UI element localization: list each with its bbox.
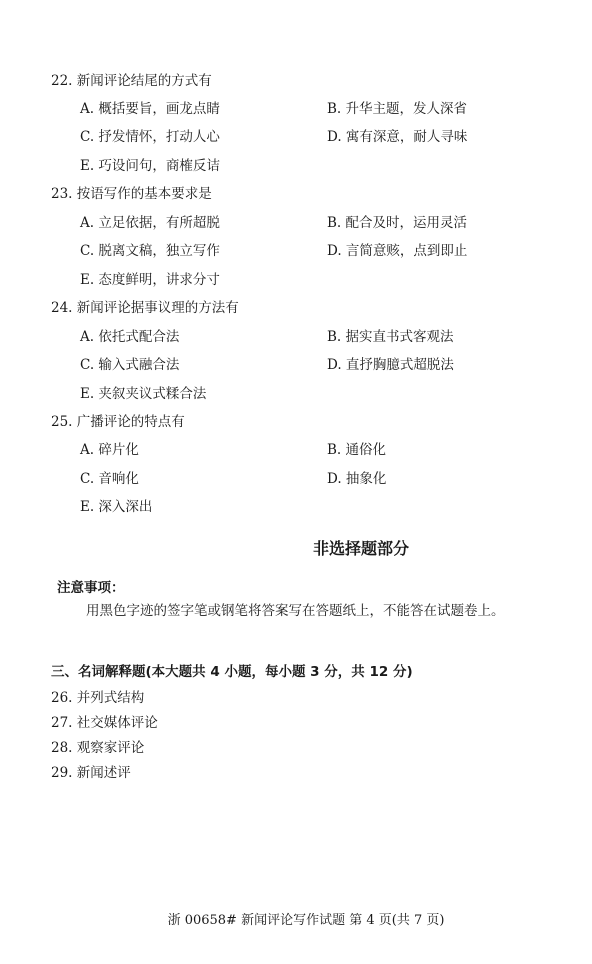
- notice-heading: 注意事项：: [57, 580, 125, 596]
- question-24-option-d: D. 直抒胸臆式超脱法: [327, 357, 454, 373]
- question-25-option-c: C. 音响化: [80, 471, 139, 487]
- question-24-option-e: E. 夹叙夹议式糅合法: [80, 386, 207, 402]
- part3-heading: 三、名词解释题(本大题共 4 小题，每小题 3 分，共 12 分): [51, 664, 413, 680]
- page-footer: 浙 00658# 新闻评论写作试题 第 4 页(共 7 页): [167, 913, 445, 928]
- question-23-option-b: B. 配合及时，运用灵活: [327, 215, 468, 231]
- term-item-29: 29. 新闻述评: [51, 765, 131, 781]
- question-23-option-c: C. 脱离文稿，独立写作: [80, 243, 220, 259]
- term-item-26: 26. 并列式结构: [51, 690, 145, 706]
- question-22-option-d: D. 寓有深意，耐人寻味: [327, 129, 468, 145]
- question-23-option-e: E. 态度鲜明，讲求分寸: [80, 272, 220, 288]
- question-24-option-a: A. 依托式配合法: [80, 329, 180, 345]
- question-24-option-c: C. 输入式融合法: [80, 357, 180, 373]
- question-23-stem: 23. 按语写作的基本要求是: [51, 186, 212, 202]
- question-24-stem: 24. 新闻评论据事议理的方法有: [51, 300, 239, 316]
- term-item-28: 28. 观察家评论: [51, 740, 145, 756]
- question-24-option-b: B. 据实直书式客观法: [327, 329, 454, 345]
- section-title: 非选择题部分: [312, 539, 409, 558]
- term-item-27: 27. 社交媒体评论: [51, 715, 158, 731]
- question-23-option-a: A. 立足依据，有所超脱: [80, 215, 220, 231]
- question-22-option-e: E. 巧设问句，商榷反诘: [80, 158, 220, 174]
- question-25-option-d: D. 抽象化: [327, 471, 387, 487]
- question-25-stem: 25. 广播评论的特点有: [51, 414, 185, 430]
- notice-body: 用黑色字迹的签字笔或钢笔将答案写在答题纸上，不能答在试题卷上。: [86, 603, 505, 619]
- question-22-stem: 22. 新闻评论结尾的方式有: [51, 73, 212, 89]
- question-22-option-a: A. 概括要旨，画龙点睛: [80, 101, 220, 117]
- question-25-option-b: B. 通俗化: [327, 442, 387, 458]
- question-25-option-a: A. 碎片化: [80, 442, 139, 458]
- question-22-option-b: B. 升华主题，发人深省: [327, 101, 468, 117]
- question-25-option-e: E. 深入深出: [80, 499, 153, 515]
- question-22-option-c: C. 抒发情怀，打动人心: [80, 129, 220, 145]
- question-23-option-d: D. 言简意赅，点到即止: [327, 243, 468, 259]
